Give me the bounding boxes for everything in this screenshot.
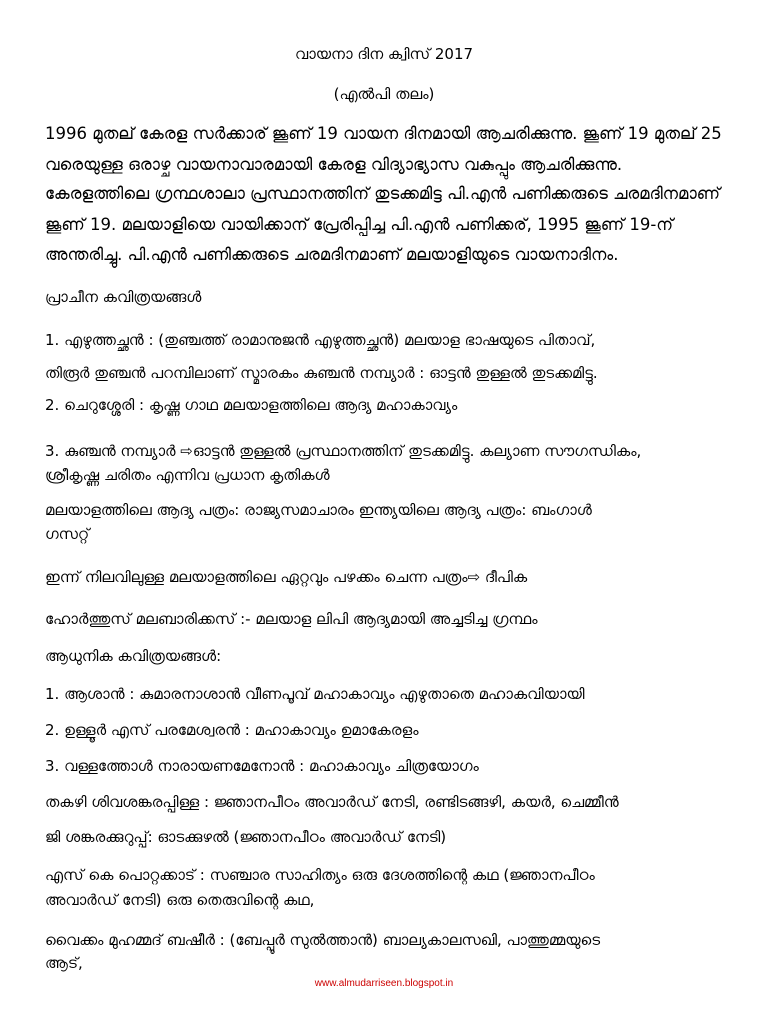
section-heading: ആധുനിക കവിത്രയങ്ങൾ: <box>45 647 222 665</box>
doc-title: വായനാ ദിന ക്വിസ് 2017 <box>294 45 474 63</box>
intro-line: 1996 മുതല് കേരള സർക്കാര് ജൂണ് 19 വായന ദിനമായി ആചരിക്കുന്നു. ജൂണ് 19 മുതല് 25 <box>45 124 722 143</box>
intro-line: ജൂണ് 19. മലയാളിയെ വായിക്കാന് പ്രേരിപ്പിച്ച പി.എൻ പണിക്കര്, 1995 ജൂണ് 19-ന് <box>45 215 674 234</box>
text-line: ആട്, <box>45 954 83 972</box>
intro-line: വരെയുള്ള ഒരാഴ്ച വായനാവാരമായി കേരള വിദ്യാഭ്യാസ വകുപ്പും ആചരിക്കുന്നു. <box>45 155 623 174</box>
text-line: 3. വള്ളത്തോൾ നാരായണമേനോൻ : മഹാകാവ്യം ചിത്രയോഗം <box>45 757 479 775</box>
text-line: 3. കുഞ്ചൻ നമ്പ്യാർ ⇨ഓട്ടൻ തുള്ളൽ പ്രസ്ഥാനത്തിന് തുടക്കമിട്ടു. കല്യാണ സൗഗന്ധികം, <box>45 442 642 460</box>
text-line: 2. ഉള്ളൂർ എസ് പരമേശ്വരൻ : മഹാകാവ്യം ഉമാകേരളം <box>45 721 419 739</box>
text-line: ശ്രീകൃഷ്ണ ചരിതം എന്നിവ പ്രധാന കൃതികൾ <box>45 466 330 484</box>
text-line: ഗസറ്റ് <box>45 525 90 543</box>
text-line: 1. ആശാൻ : കുമാരനാശാൻ വീണപൂവ് മഹാകാവ്യം എഴുതാതെ മഹാകവിയായി <box>45 685 585 703</box>
text-line: അവാർഡ് നേടി) ഒരു തെരുവിന്റെ കഥ, <box>45 891 315 909</box>
text-line: 2. ചെറുശ്ശേരി : കൃഷ്ണ ഗാഥ മലയാളത്തിലെ ആദ്യ മഹാകാവ്യം <box>45 396 458 414</box>
text-line: 1. എഴുത്തച്ഛൻ : (തുഞ്ചത്ത് രാമാനുജൻ എഴുത്തച്ഛൻ) മലയാള ഭാഷയുടെ പിതാവ്, <box>45 331 596 349</box>
text-line: ഹോർത്തുസ് മലബാരിക്കസ് :- മലയാള ലിപി ആദ്യമായി അച്ചടിച്ച ഗ്രന്ഥം <box>45 610 538 628</box>
text-line: തകഴി ശിവശങ്കരപ്പിള്ള : ജ്ഞാനപീഠം അവാർഡ് നേടി, രണ്ടിടങ്ങഴി, കയർ, ചെമ്മീൻ <box>45 793 619 811</box>
intro-line: അന്തരിച്ചു. പി.എൻ പണിക്കരുടെ ചരമദിനമാണ് മലയാളിയുടെ വായനാദിനം. <box>45 245 619 264</box>
text-line: ജി ശങ്കരക്കുറുപ്പ്: ഓടക്കുഴൽ (ജ്ഞാനപീഠം അവാർഡ് നേടി) <box>45 828 447 846</box>
text-line: മലയാളത്തിലെ ആദ്യ പത്രം: രാജ്യസമാചാരം ഇന്ത്യയിലെ ആദ്യ പത്രം: ബംഗാൾ <box>45 501 592 519</box>
footer-link[interactable]: www.almudarriseen.blogspot.in <box>314 978 454 989</box>
intro-line: കേരളത്തിലെ ഗ്രന്ഥശാലാ പ്രസ്ഥാനത്തിന് തുടക്കമിട്ട പി.എൻ പണിക്കരുടെ ചരമദിനമാണ് <box>45 184 721 203</box>
section-heading: പ്രാചീന കവിത്രയങ്ങൾ <box>45 288 202 306</box>
text-line: വൈക്കം മുഹമ്മദ് ബഷീർ : (ബേപ്പൂർ സുൽത്താൻ) ബാല്യകാലസഖി, പാത്തുമ്മയുടെ <box>45 931 601 949</box>
doc-subtitle: (എൽപി തലം) <box>333 85 435 103</box>
text-line: തിരൂർ തുഞ്ചൻ പറമ്പിലാണ് സ്മാരകം കുഞ്ചൻ നമ്പ്യാർ : ഓട്ടൻ തുള്ളൽ തുടക്കമിട്ടു. <box>45 364 598 382</box>
text-line: ഇന്ന് നിലവിലുള്ള മലയാളത്തിലെ ഏറ്റവും പഴക്കം ചെന്ന പത്രം⇨ ദീപിക <box>45 568 528 586</box>
text-line: എസ് കെ പൊറ്റക്കാട് : സഞ്ചാര സാഹിത്യം ഒരു ദേശത്തിന്റെ കഥ (ജ്ഞാനപീഠം <box>45 866 595 884</box>
